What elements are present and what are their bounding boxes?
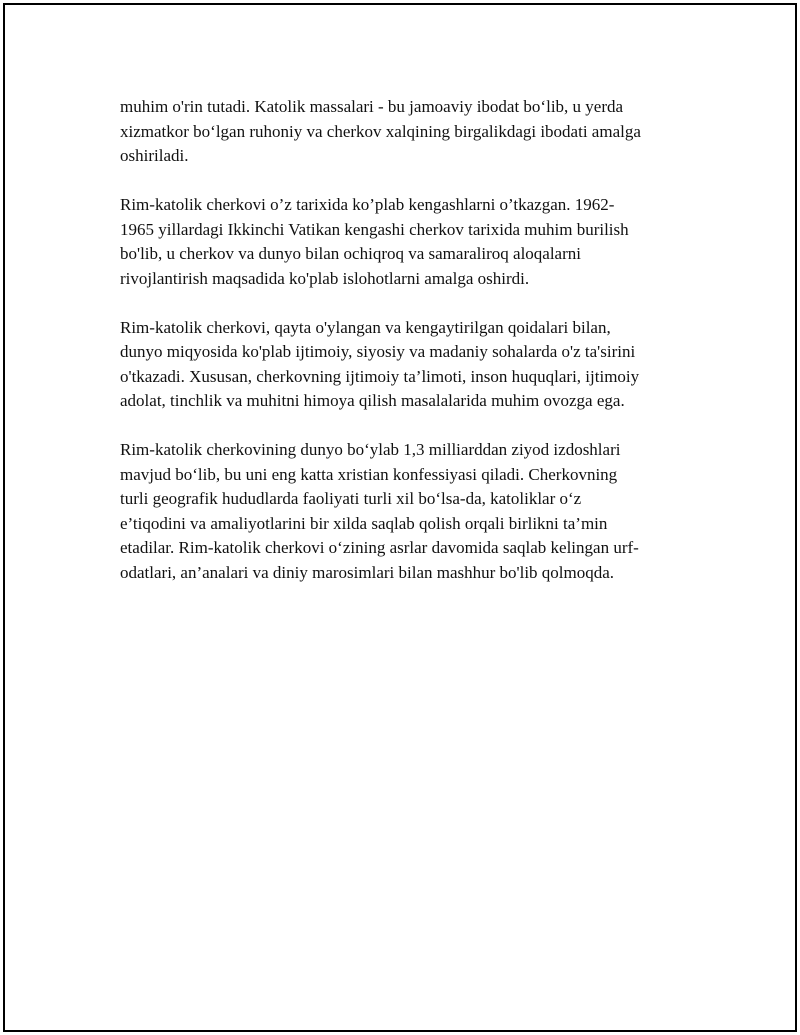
paragraph-4 <box>120 438 690 585</box>
paragraph-1 <box>120 95 690 169</box>
document-page <box>3 3 797 1032</box>
text-line: dunyo miqyosida ko'plab ijtimoiy, siyosiy va madaniy sohalarda o'z ta'sirini <box>120 342 636 361</box>
text-line: Rim-katolik cherkovi o’z tarixida ko’plab kengashlarni o’tkazgan. 1962- <box>120 195 615 214</box>
text-line: adolat, tinchlik va muhitni himoya qilish masalalarida muhim ovozga ega. <box>120 391 625 410</box>
text-line: Rim-katolik cherkovi, qayta o'ylangan va kengaytirilgan qoidalari bilan, <box>120 317 611 337</box>
text-line: o'tkazadi. Xususan, cherkovning ijtimoiy ta’limoti, inson huquqlari, ijtimoiy <box>120 366 640 386</box>
text-line: 1965 yillardagi Ikkinchi Vatikan kengashi cherkov tarixida muhim burilish <box>120 219 629 239</box>
paragraph-3 <box>120 316 690 414</box>
paragraph-2 <box>120 193 690 291</box>
text-line: rivojlantirish maqsadida ko'plab islohotlarni amalga oshirdi. <box>120 268 530 288</box>
text-line: turli geografik hududlarda faoliyati turli xil bo‘lsa-da, katoliklar o‘z <box>120 489 582 508</box>
text-line: Rim-katolik cherkovining dunyo bo‘ylab 1,3 milliarddan ziyod izdoshlari <box>120 440 621 459</box>
text-line: oshiriladi. <box>120 146 189 165</box>
text-line: mavjud bo‘lib, bu uni eng katta xristian konfessiyasi qiladi. Cherkovning <box>120 464 618 484</box>
text-line: muhim o'rin tutadi. Katolik massalari - bu jamoaviy ibodat bo‘lib, u yerda <box>120 97 624 116</box>
text-line: odatlari, an’analari va diniy marosimlari bilan mashhur bo'lib qolmoqda. <box>120 562 615 582</box>
document-body <box>120 95 690 610</box>
text-line: etadilar. Rim-katolik cherkovi o‘zining asrlar davomida saqlab kelingan urf- <box>120 538 639 557</box>
text-line: e’tiqodini va amaliyotlarini bir xilda saqlab qolish orqali birlikni ta’min <box>120 513 608 533</box>
text-line: bo'lib, u cherkov va dunyo bilan ochiqroq va samaraliroq aloqalarni <box>120 244 581 263</box>
text-line: xizmatkor bo‘lgan ruhoniy va cherkov xalqining birgalikdagi ibodati amalga <box>120 121 641 141</box>
